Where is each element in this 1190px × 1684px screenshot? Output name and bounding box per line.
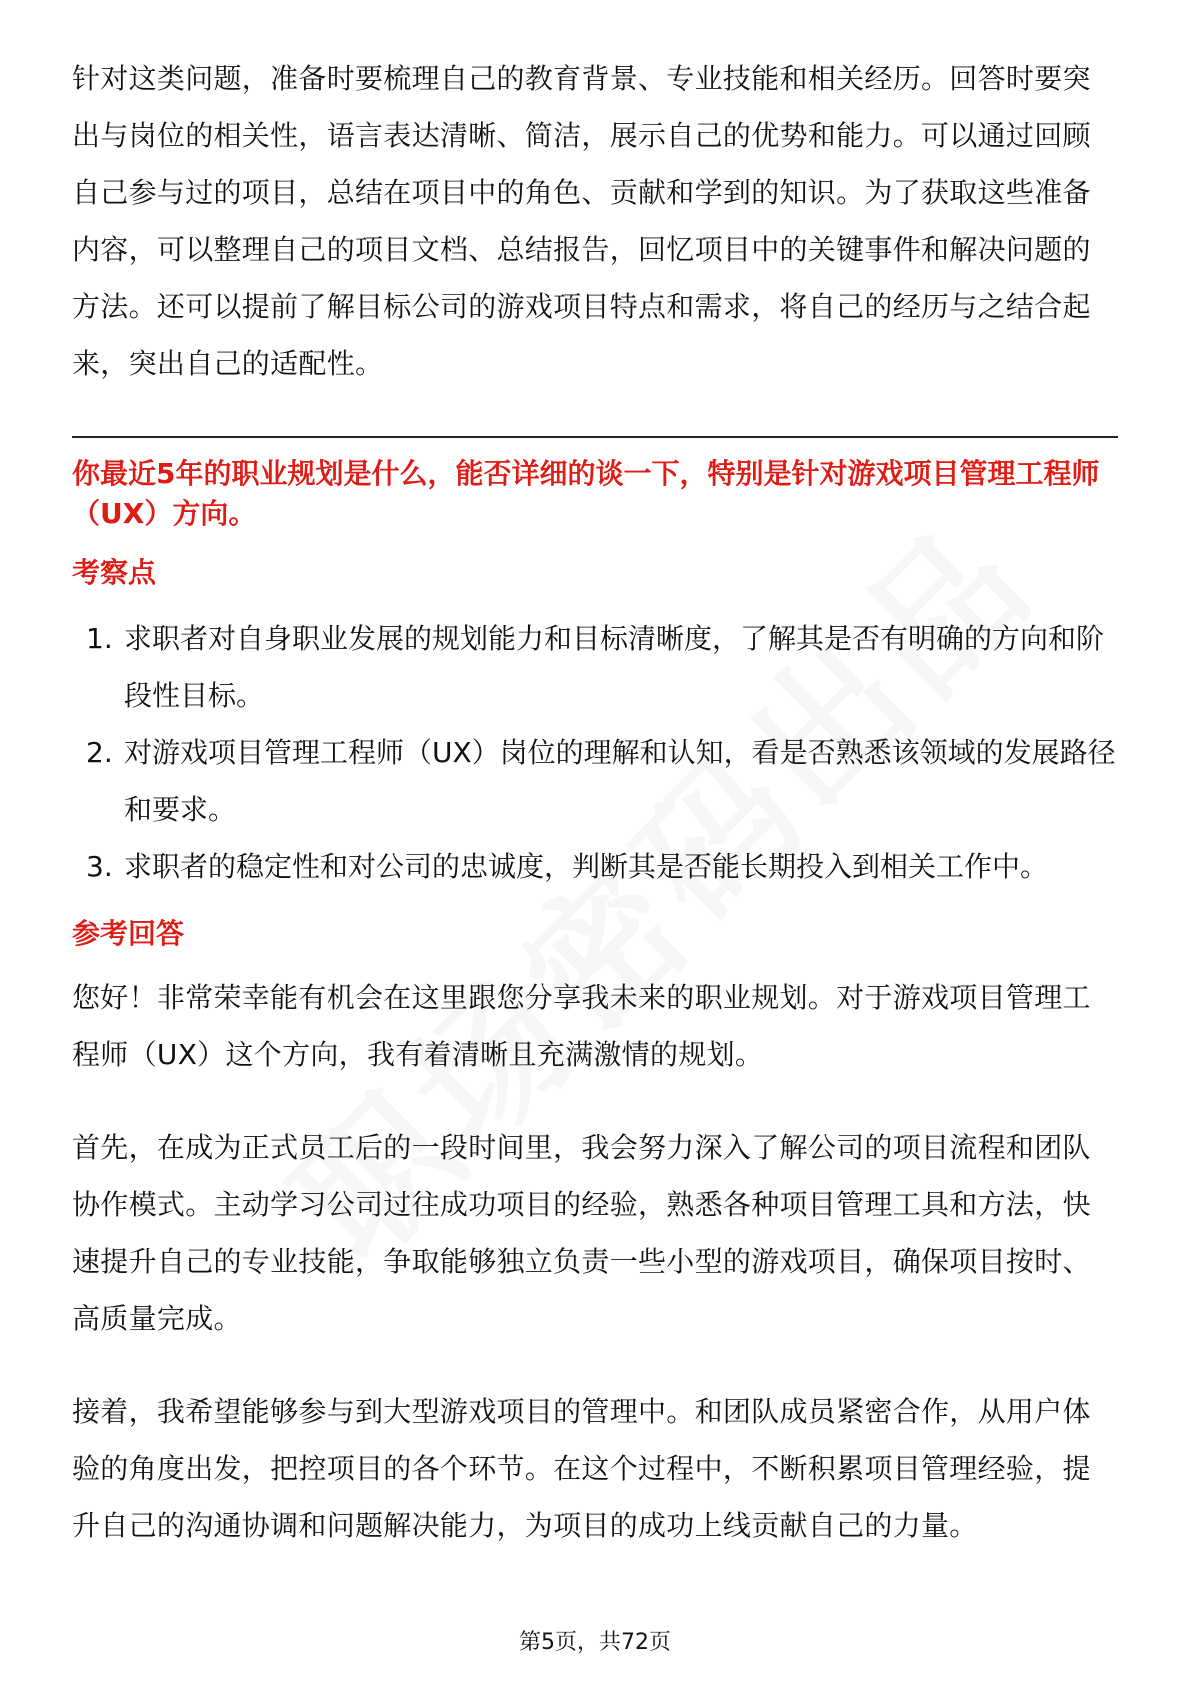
document-page xyxy=(72,50,1118,1554)
question-title: 你最近5年的职业规划是什么，能否详细的谈一下，特别是针对游戏项目管理工程师（UX）方向。 xyxy=(72,457,1100,530)
answer-paragraph: 首先，在成为正式员工后的一段时间里，我会努力深入了解公司的项目流程和团队协作模式。主动学习公司过往成功项目的经验，熟悉各种项目管理工具和方法，快速提升自己的专业技能，争取能够独立负责一些小型的游戏项目，确保项目按时、高质量完成。 xyxy=(72,1131,1091,1335)
section-divider xyxy=(72,436,1118,438)
answer-paragraph: 接着，我希望能够参与到大型游戏项目的管理中。和团队成员紧密合作，从用户体验的角度出发，把控项目的各个环节。在这个过程中，不断积累项目管理经验，提升自己的沟通协调和问题解决能力，为项目的成功上线贡献自己的力量。 xyxy=(72,1395,1091,1542)
answer-paragraph: 您好！非常荣幸能有机会在这里跟您分享我未来的职业规划。对于游戏项目管理工程师（UX）这个方向，我有着清晰且充满激情的规划。 xyxy=(72,981,1091,1071)
answer-heading: 参考回答 xyxy=(72,917,185,950)
intro-paragraph: 针对这类问题，准备时要梳理自己的教育背景、专业技能和相关经历。回答时要突出与岗位的相关性，语言表达清晰、简洁，展示自己的优势和能力。可以通过回顾自己参与过的项目，总结在项目中的角色、贡献和学到的知识。为了获取这些准备内容，可以整理自己的项目文档、总结报告，回忆项目中的关键事件和解决问题的方法。还可以提前了解目标公司的游戏项目特点和需求，将自己的经历与之结合起来，突出自己的适配性。 xyxy=(72,62,1091,380)
list-item xyxy=(72,610,1118,724)
list-item-number: 2. xyxy=(86,736,113,769)
assessment-list xyxy=(72,610,1118,895)
list-item-text: 求职者的稳定性和对公司的忠诚度，判断其是否能长期投入到相关工作中。 xyxy=(124,850,1049,883)
assessment-heading: 考察点 xyxy=(72,556,157,589)
list-item xyxy=(72,724,1118,838)
list-item-text: 对游戏项目管理工程师（UX）岗位的理解和认知，看是否熟悉该领域的发展路径和要求。 xyxy=(124,736,1116,826)
list-item-number: 1. xyxy=(86,622,113,655)
list-item-number: 3. xyxy=(86,850,113,883)
list-item xyxy=(72,838,1118,895)
list-item-text: 求职者对自身职业发展的规划能力和目标清晰度，了解其是否有明确的方向和阶段性目标。 xyxy=(124,622,1105,712)
page-number-footer: 第5页，共72页 xyxy=(519,1630,671,1655)
